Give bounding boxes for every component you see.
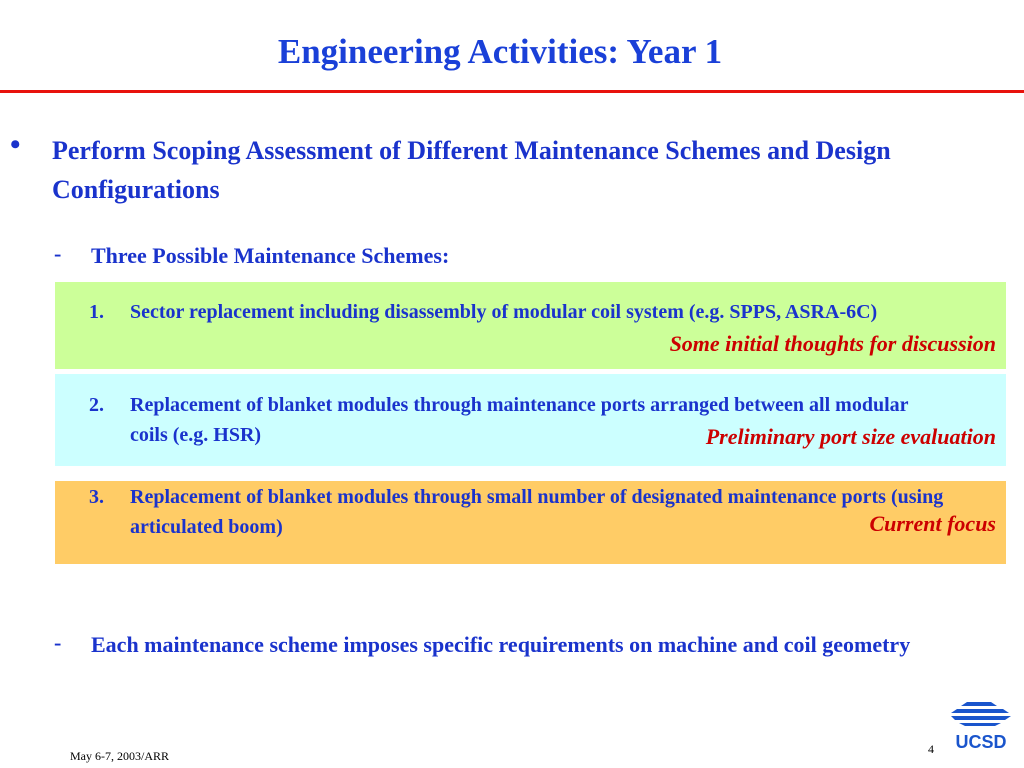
- scheme-2-text: Replacement of blanket modules through maintenance ports arranged between all modular coils (e.g. HSR): [130, 394, 909, 446]
- scheme-2-note: Preliminary port size evaluation: [705, 424, 996, 449]
- page-number: 4: [928, 742, 934, 756]
- scheme-3-note: Current focus: [869, 511, 996, 536]
- sub-bullet-marker: -: [54, 241, 62, 266]
- slide-title: Engineering Activities: Year 1: [277, 32, 723, 71]
- scheme-3-text: Replacement of blanket modules through small number of designated maintenance ports (using articulated boom): [130, 486, 944, 538]
- footer-date: May 6-7, 2003/ARR: [70, 749, 169, 763]
- ucsd-logo-icon: [945, 700, 1017, 755]
- bullet-marker: •: [10, 128, 21, 161]
- scheme-3-number: 3.: [89, 486, 104, 508]
- sub-bullet-requirements: Each maintenance scheme imposes specific requirements on machine and coil geometry: [91, 632, 911, 657]
- svg-text:UCSD: UCSD: [955, 732, 1007, 752]
- scheme-2-number: 2.: [89, 394, 104, 416]
- sub-bullet-schemes: Three Possible Maintenance Schemes:: [91, 243, 450, 268]
- sub-bullet-marker-2: -: [54, 630, 62, 655]
- title-divider: [0, 90, 1024, 93]
- scheme-1-number: 1.: [89, 301, 104, 323]
- scheme-1-text: Sector replacement including disassembly of modular coil system (e.g. SPPS, ASRA-6C): [130, 301, 878, 323]
- ucsd-logo: [945, 700, 1017, 755]
- main-bullet-text: Perform Scoping Assessment of Different Maintenance Schemes and Design Configurations: [52, 136, 891, 204]
- scheme-1-note: Some initial thoughts for discussion: [669, 331, 996, 356]
